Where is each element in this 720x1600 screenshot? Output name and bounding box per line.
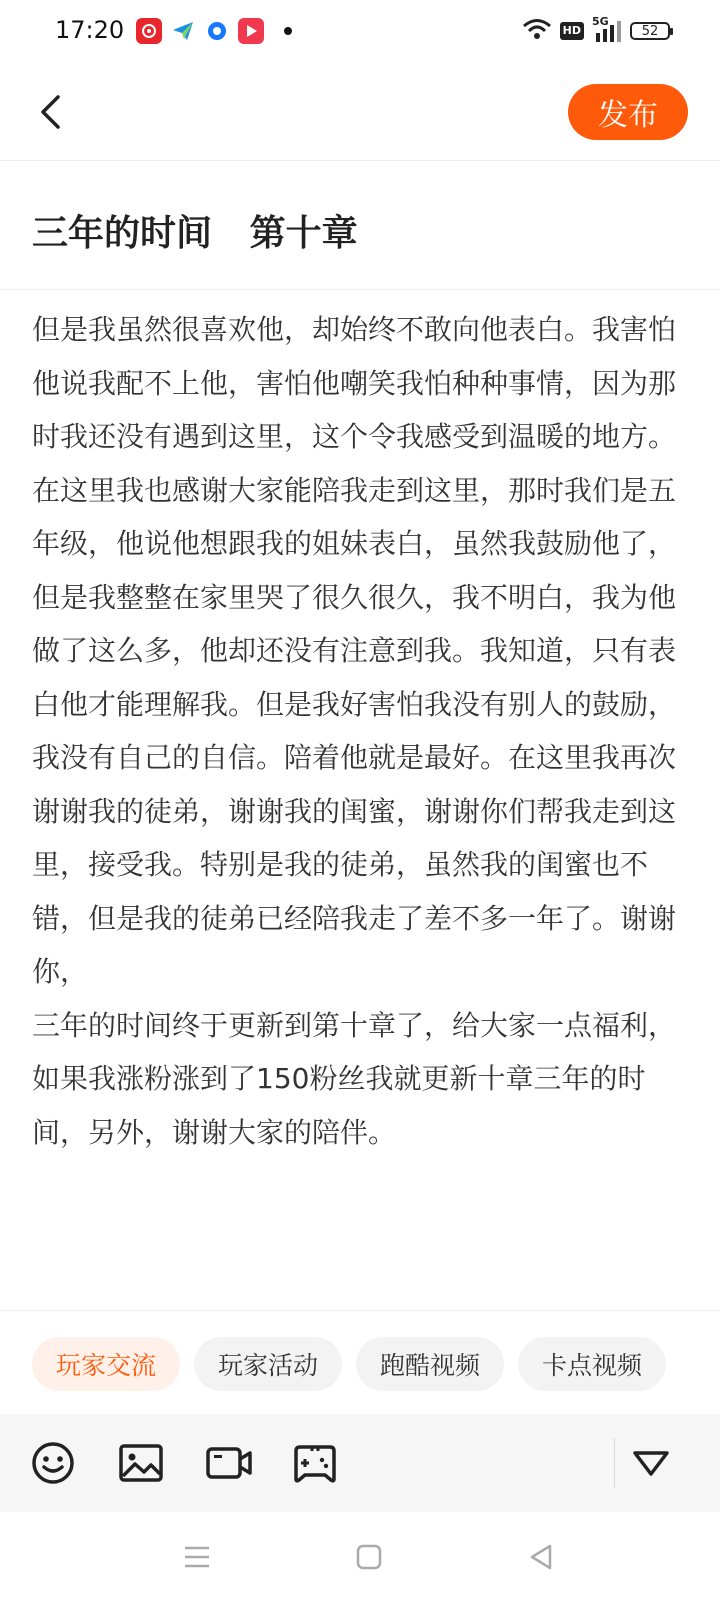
post-body[interactable]: 但是我虽然很喜欢他，却始终不敢向他表白。我害怕他说我配不上他，害怕他嘲笑我怕种种事情，因为那时我还没有遇到这里，这个令我感受到温暖的地方。在这里我也感谢大家能陪我走到这里，那时我们是五年级，他说他想跟我的姐妹表白，虽然我鼓励他了，但是我整整在家里哭了很久很久，我不明白，我为他做了这么多，他却还没有注意到我。我知道，只有表白他才能理解我。但是我好害怕我没有别人的鼓励，我没有自己的自信。陪着他就是最好。在这里我再次谢谢我的徒弟，谢谢我的闺蜜，谢谢你们帮我走到这里，接受我。特别是我的徒弟，虽然我的闺蜜也不错，但是我的徒弟已经陪我走了差不多一年了。谢谢你， 三年的时间终于更新到第十章了，给大家一点福利，如果我涨粉涨到了150粉丝我就更新十章三年的时间，另外，谢谢大家的陪伴。 [32, 313, 677, 1149]
collapse-button[interactable] [626, 1438, 676, 1488]
video-app-icon [238, 18, 264, 44]
post-title[interactable]: 三年的时间 第十章 [32, 213, 358, 254]
image-button[interactable] [116, 1438, 166, 1488]
browser-icon [204, 18, 230, 44]
tag-player-activity[interactable]: 玩家活动 [194, 1337, 342, 1391]
emoji-button[interactable] [28, 1438, 78, 1488]
chevron-left-icon [38, 94, 62, 130]
system-nav-bar [0, 1512, 720, 1600]
notification-icons [136, 18, 292, 44]
editor-toolbar [0, 1414, 720, 1512]
signal-icon [592, 15, 622, 43]
back-nav-button[interactable] [526, 1542, 556, 1572]
tag-beat-video[interactable]: 卡点视频 [518, 1337, 666, 1391]
tag-player-exchange[interactable]: 玩家交流 [32, 1337, 180, 1391]
status-time: 17:20 [55, 16, 125, 44]
status-bar [0, 0, 720, 64]
tag-row [32, 1337, 688, 1393]
tag-parkour-video[interactable]: 跑酷视频 [356, 1337, 504, 1391]
toolbar-divider [614, 1438, 615, 1488]
game-icon [292, 1441, 338, 1485]
home-icon [356, 1544, 382, 1570]
collapse-icon [631, 1448, 671, 1478]
netease-music-icon [136, 18, 162, 44]
publish-button[interactable]: 发布 [568, 84, 688, 140]
back-button[interactable] [30, 88, 70, 136]
network-type: 5G [592, 15, 609, 28]
home-button[interactable] [354, 1542, 384, 1572]
video-icon [205, 1443, 253, 1483]
menu-icon [184, 1545, 210, 1569]
topic-tags [0, 1310, 720, 1415]
battery-indicator: 52 [630, 22, 670, 40]
title-section [0, 161, 720, 290]
back-triangle-icon [529, 1544, 553, 1570]
hd-badge: HD [560, 22, 584, 40]
image-icon [118, 1442, 164, 1484]
system-indicators [522, 15, 670, 44]
game-button[interactable] [290, 1438, 340, 1488]
emoji-icon [30, 1440, 76, 1486]
recent-apps-button[interactable] [182, 1542, 212, 1572]
paper-plane-icon [170, 18, 196, 44]
top-nav [0, 64, 720, 161]
more-notifications-dot [284, 27, 292, 35]
video-button[interactable] [204, 1438, 254, 1488]
wifi-icon [522, 18, 552, 44]
